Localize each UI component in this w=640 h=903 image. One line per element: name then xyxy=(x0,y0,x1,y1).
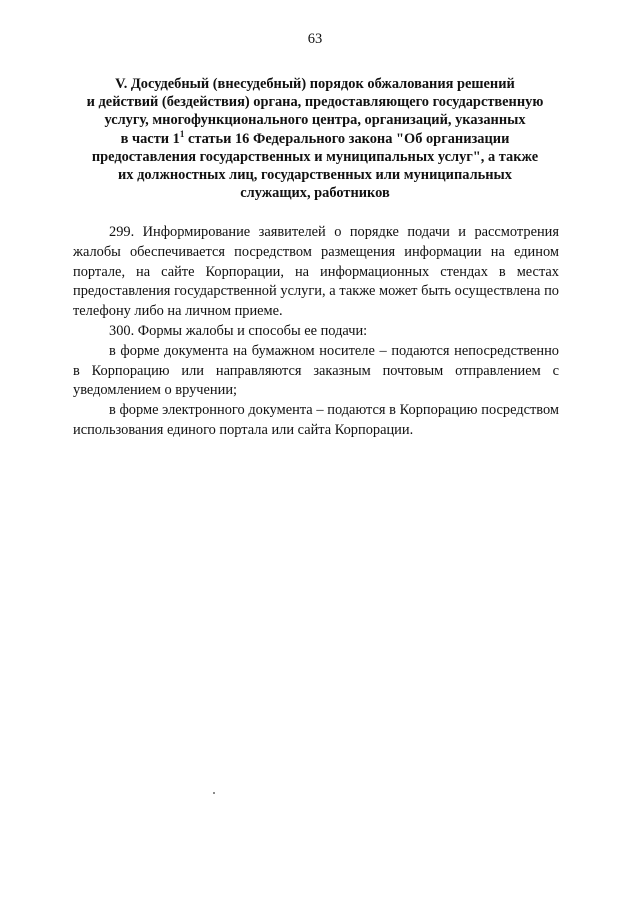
section-heading xyxy=(70,75,560,202)
heading-text: в части 1 xyxy=(120,130,180,147)
page-number: 63 xyxy=(307,31,323,47)
heading-line xyxy=(70,130,560,148)
heading-line: предоставления государственных и муниципальных услуг", а также xyxy=(91,148,539,165)
heading-line: V. Досудебный (внесудебный) порядок обжалования решений xyxy=(115,76,515,92)
heading-line: служащих, работников xyxy=(240,185,390,202)
paragraph-paper-form: в форме документа на бумажном носителе – подаются непосредственно в Корпорацию или направляются заказным почтовым отправлением с уведомлением о вручении; xyxy=(73,342,559,399)
heading-text: статьи 16 Федерального закона "Об организации xyxy=(184,130,510,147)
heading-line: их должностных лиц, государственных или муниципальных xyxy=(118,167,512,184)
scan-speck xyxy=(213,792,215,794)
heading-superscript: 1 xyxy=(179,128,185,139)
heading-line: и действий (бездействия) органа, предоставляющего государственную xyxy=(86,94,544,111)
paragraph-electronic-form: в форме электронного документа – подаются в Корпорацию посредством использования единого портала или сайта Корпорации. xyxy=(73,402,559,438)
paragraph-299: 299. Информирование заявителей о порядке подачи и рассмотрения жалобы обеспечивается посредством размещения информации на едином портале, на сайте Корпорации, на информационных стендах в местах предоставления государственной услуги, а также может быть осуществлена по телефону либо на личном приеме. xyxy=(73,224,559,320)
heading-line: услугу, многофункционального центра, организаций, указанных xyxy=(104,112,526,129)
paragraph-300: 300. Формы жалобы и способы ее подачи: xyxy=(109,322,368,339)
body-text xyxy=(73,223,559,441)
